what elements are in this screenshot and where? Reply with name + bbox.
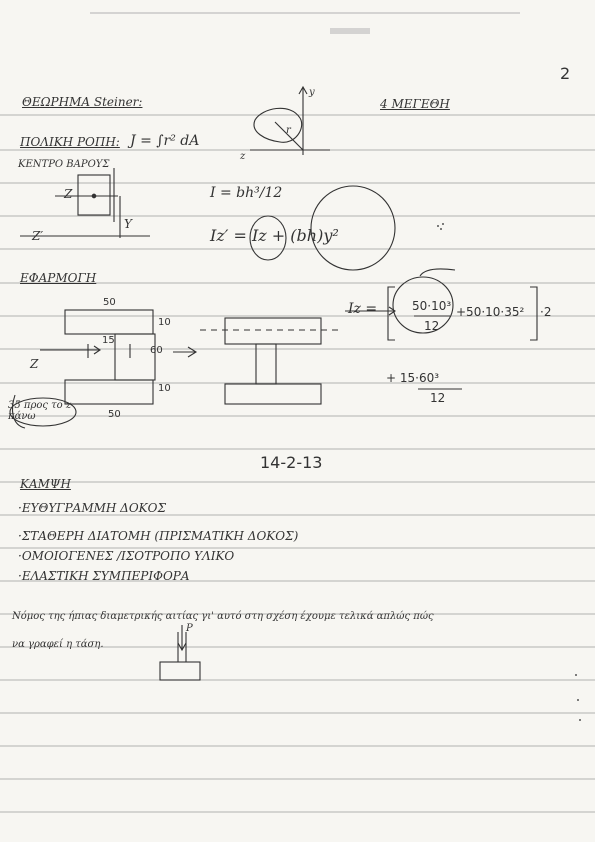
calc-term1-den: 12 xyxy=(424,319,440,333)
calc-left: Iz = xyxy=(348,301,378,317)
dim-web-height: 60 xyxy=(150,345,163,356)
steiner-title: ΘΕΩΡΗΜΑ Steiner: xyxy=(22,95,143,109)
calc-mult: ·2 xyxy=(540,305,552,319)
polar-moment-label: ΠΟΛΙΚΗ ΡΟΠΗ: xyxy=(20,135,120,149)
axis-small-y: y xyxy=(309,87,315,98)
calc-term1-num: 50·10³ xyxy=(412,299,452,313)
bullet-3: ·ΟΜΟΙΟΓΕΝΕΣ /ΙΣΟΤΡΟΠΟ ΥΛΙΚΟ xyxy=(18,549,235,563)
bullet-1: ·ΕΥΘΥΓΡΑΜΜΗ ΔΟΚΟΣ xyxy=(18,501,166,515)
calc-plus2-den: 12 xyxy=(430,391,446,405)
page-number: 2 xyxy=(560,64,571,83)
note-bottom-left: 35 προς το z πάνω xyxy=(8,400,72,422)
calc-term2: +50·10·35² xyxy=(456,305,525,319)
polar-moment-formula: J = ∫r² dA xyxy=(130,133,200,149)
force-label: P xyxy=(186,623,193,634)
date: 14-2-13 xyxy=(260,453,323,472)
dim-top-thick: 10 xyxy=(158,317,171,328)
paragraph-line-2: να γραφεί η τάση. xyxy=(12,639,104,650)
bullet-2: ·ΣΤΑΘΕΡΗ ΔΙΑΤΟΜΗ (ΠΡΙΣΜΑΤΙΚΗ ΔΟΚΟΣ) xyxy=(18,529,299,543)
paragraph-line-1: Νόμος της ήπιας διαμετρικής αιτίας γι' αυτό στη σχέση έχουμε τελικά απλώς πώς xyxy=(12,611,434,622)
steiner-formula: Iz′ = Iz + (bh)y² xyxy=(210,226,339,245)
axis-small-r: r xyxy=(286,125,291,136)
four-sizes-title: 4 ΜΕΓΕΘΗ xyxy=(380,97,450,111)
application-title: ΕΦΑΡΜΟΓΗ xyxy=(20,271,97,285)
dim-bot-width: 50 xyxy=(108,409,121,420)
inertia-rect-formula: I = bh³/12 xyxy=(210,185,283,201)
calc-plus2-num: + 15·60³ xyxy=(386,371,440,385)
axis-y-label: Y xyxy=(124,217,132,231)
dim-top-width: 50 xyxy=(103,297,116,308)
bending-title: ΚΑΜΨΗ xyxy=(20,477,71,491)
axis-z-label: Z xyxy=(64,187,73,201)
bullet-4: ·ΕΛΑΣΤΙΚΗ ΣΥΜΠΕΡΙΦΟΡΑ xyxy=(18,569,190,583)
dim-web: 15 xyxy=(102,335,115,346)
axis-z-prime-label: Z′ xyxy=(32,229,44,243)
dim-bot-thick: 10 xyxy=(158,383,171,394)
axis-z-beam: Z xyxy=(30,357,39,371)
axis-small-z: z xyxy=(240,151,246,162)
centroid-label: ΚΕΝΤΡΟ ΒΑΡΟΥΣ xyxy=(18,159,110,170)
